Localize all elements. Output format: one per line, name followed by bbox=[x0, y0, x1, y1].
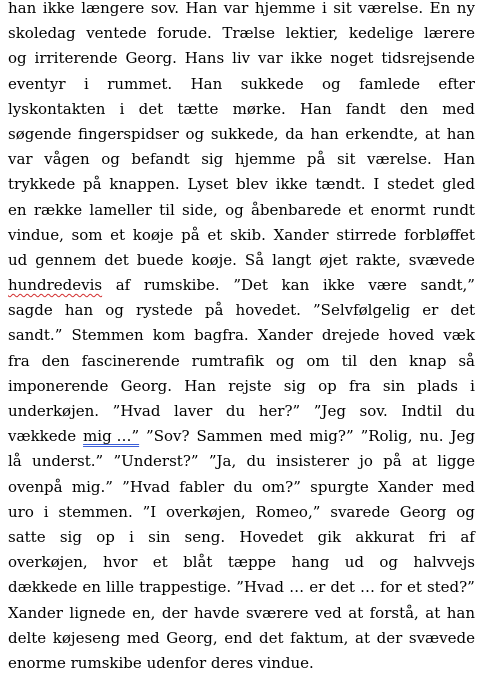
word: med bbox=[442, 99, 475, 118]
word: gennem bbox=[35, 250, 97, 269]
word: en bbox=[82, 578, 101, 597]
word: længere bbox=[81, 0, 145, 17]
word: værelse. bbox=[358, 0, 424, 17]
word: ud bbox=[344, 553, 364, 572]
text-line bbox=[8, 0, 475, 21]
word: drejede bbox=[321, 326, 380, 345]
text-line bbox=[8, 147, 475, 172]
word: fra bbox=[348, 376, 371, 395]
word: hang bbox=[291, 553, 330, 572]
word: den bbox=[399, 99, 428, 118]
word: ”Hvad bbox=[122, 477, 170, 496]
word: her?” bbox=[258, 402, 301, 420]
word: skib. bbox=[229, 225, 266, 244]
word: gled bbox=[442, 175, 475, 194]
word: og bbox=[275, 351, 295, 370]
word: være bbox=[368, 276, 407, 295]
word: den bbox=[41, 351, 70, 370]
word: køjeseng bbox=[52, 628, 121, 647]
word: sukkede, bbox=[210, 124, 279, 143]
word: du bbox=[455, 402, 475, 420]
word: han bbox=[446, 124, 475, 143]
word: du bbox=[225, 402, 246, 420]
word: halvvejs bbox=[413, 553, 475, 572]
word: rejste bbox=[228, 376, 272, 395]
word: lignede bbox=[69, 603, 126, 622]
word: var bbox=[258, 49, 283, 68]
word: og bbox=[456, 502, 475, 521]
word: lille bbox=[105, 578, 135, 597]
word: rumskibe. bbox=[143, 276, 220, 295]
word: blåt bbox=[183, 553, 213, 572]
word: et bbox=[348, 200, 364, 219]
word: trykkede bbox=[8, 175, 76, 194]
word: at bbox=[348, 603, 364, 622]
word: at bbox=[425, 124, 440, 143]
word: Hans bbox=[184, 49, 225, 68]
word: han bbox=[8, 0, 37, 17]
spelling-error-word: hundredevis bbox=[8, 276, 103, 295]
word: Han bbox=[190, 74, 223, 93]
word: om bbox=[306, 351, 330, 370]
text-line bbox=[8, 298, 475, 323]
word: hovedet. bbox=[235, 301, 301, 320]
word: en bbox=[8, 200, 27, 219]
word: forbløffet bbox=[404, 225, 475, 244]
word: fascinerende bbox=[81, 351, 180, 370]
body-paragraph[interactable] bbox=[8, 0, 475, 676]
word: tidsrejsende bbox=[381, 49, 475, 68]
word: af bbox=[115, 276, 131, 295]
word: gik bbox=[317, 527, 342, 546]
word: udenfor bbox=[146, 653, 207, 672]
word: Georg. bbox=[125, 49, 177, 68]
word: øjet bbox=[319, 250, 348, 269]
word: irriterende bbox=[34, 49, 118, 68]
grammar-flag-word: mig …” bbox=[83, 427, 140, 446]
word: jo bbox=[359, 452, 373, 471]
word: sig bbox=[201, 150, 224, 169]
word: En bbox=[429, 0, 451, 17]
word: imponerende bbox=[8, 376, 109, 395]
word: Så bbox=[244, 250, 265, 269]
text-line bbox=[8, 475, 475, 500]
word: og bbox=[322, 74, 341, 93]
word: Xander bbox=[273, 225, 329, 244]
word: sig bbox=[283, 376, 306, 395]
word: famlede bbox=[359, 74, 420, 93]
word: delte bbox=[8, 628, 47, 647]
text-line bbox=[8, 550, 475, 575]
text-line bbox=[8, 601, 475, 626]
word: hjemme bbox=[234, 150, 296, 169]
word: sit bbox=[333, 0, 352, 17]
word: svævede bbox=[408, 628, 475, 647]
word: stedet bbox=[387, 175, 435, 194]
word: det bbox=[330, 578, 355, 597]
word: og bbox=[185, 124, 205, 143]
word: søgende bbox=[8, 124, 72, 143]
text-line bbox=[8, 72, 475, 97]
word: side, bbox=[182, 200, 218, 219]
word: svarede bbox=[330, 502, 390, 521]
word: tætte bbox=[177, 99, 219, 118]
word: vækkede bbox=[8, 427, 77, 446]
word: række bbox=[33, 200, 83, 219]
word: Georg, bbox=[166, 628, 218, 647]
text-line bbox=[8, 273, 475, 298]
word: sandt,” bbox=[420, 276, 475, 295]
word: underkøjen. bbox=[8, 402, 100, 420]
word: der bbox=[376, 628, 403, 647]
word: Hovedet bbox=[239, 527, 304, 546]
word: ny bbox=[456, 0, 475, 17]
word: er bbox=[309, 578, 326, 597]
text-line bbox=[8, 248, 475, 273]
word: at bbox=[425, 603, 441, 622]
word: Han bbox=[184, 376, 216, 395]
word: Georg bbox=[399, 502, 447, 521]
word: ligge bbox=[437, 452, 475, 471]
word: forstå, bbox=[369, 603, 419, 622]
word: rundt bbox=[432, 200, 475, 219]
text-line bbox=[8, 651, 475, 676]
word: han bbox=[310, 124, 339, 143]
word: sov. bbox=[359, 402, 388, 420]
text-line bbox=[8, 374, 475, 399]
word: vågen bbox=[44, 150, 90, 169]
text-line bbox=[8, 97, 475, 122]
word: væk bbox=[443, 326, 475, 345]
word: Stemmen bbox=[71, 326, 144, 345]
word: ”Selvfølgelig bbox=[313, 301, 411, 320]
word: ”Ja, bbox=[208, 452, 237, 471]
word: ikke bbox=[290, 49, 323, 68]
text-line bbox=[8, 223, 475, 248]
text-line bbox=[8, 500, 475, 525]
word: skoledag bbox=[8, 24, 76, 43]
word: laver bbox=[174, 402, 213, 420]
word: og bbox=[101, 150, 120, 169]
word: overkøjen, bbox=[8, 553, 88, 572]
word: seng. bbox=[184, 527, 226, 546]
word: ud bbox=[8, 250, 28, 269]
word: faktum, bbox=[290, 628, 349, 647]
word: mig.” bbox=[71, 477, 113, 496]
word: på bbox=[181, 225, 200, 244]
word: er bbox=[422, 301, 439, 320]
word: liv bbox=[232, 49, 251, 68]
word: sin bbox=[148, 527, 171, 546]
word: sig bbox=[59, 527, 82, 546]
word: ovenpå bbox=[8, 477, 63, 496]
word: var bbox=[8, 150, 33, 169]
word: … bbox=[359, 578, 375, 597]
word: at bbox=[355, 628, 370, 647]
word: rummet. bbox=[107, 74, 173, 93]
word: enormt bbox=[370, 200, 426, 219]
word: sagde bbox=[8, 301, 53, 320]
word: sted?” bbox=[426, 578, 475, 597]
word: tæppe bbox=[227, 553, 277, 572]
word: akkurat bbox=[355, 527, 415, 546]
word: lameller bbox=[89, 200, 152, 219]
word: sov. bbox=[150, 0, 180, 17]
word: tændt. bbox=[315, 175, 366, 194]
word: i bbox=[321, 0, 327, 17]
word: var bbox=[223, 0, 249, 17]
word: du bbox=[233, 477, 253, 496]
word: Jeg bbox=[450, 427, 475, 446]
word: uro bbox=[8, 502, 34, 521]
word: en, bbox=[132, 603, 156, 622]
word: trappestige. bbox=[139, 578, 232, 597]
word: Xander bbox=[8, 603, 63, 622]
word: i bbox=[83, 74, 89, 93]
word: vindue. bbox=[257, 653, 314, 672]
word: vindue, bbox=[8, 225, 64, 244]
word: svævede bbox=[408, 250, 475, 269]
word: Romeo,” bbox=[255, 502, 321, 521]
word: det bbox=[259, 628, 284, 647]
word: lektier, bbox=[285, 24, 339, 43]
text-line bbox=[8, 449, 475, 474]
word: Lyset bbox=[187, 175, 229, 194]
text-line bbox=[8, 21, 475, 46]
word: og bbox=[8, 49, 27, 68]
word: for bbox=[380, 578, 402, 597]
word: rumskibe bbox=[70, 653, 142, 672]
word: i bbox=[129, 527, 134, 546]
word: så bbox=[458, 351, 475, 370]
word: havde bbox=[193, 603, 240, 622]
word: med bbox=[442, 477, 475, 496]
word: af bbox=[460, 527, 475, 546]
word: værelse. bbox=[367, 150, 432, 169]
word: stirrede bbox=[336, 225, 397, 244]
word: den bbox=[369, 351, 398, 370]
word: Xander bbox=[257, 326, 313, 345]
word: fra bbox=[8, 351, 30, 370]
word: ”Jeg bbox=[313, 402, 346, 420]
text-line bbox=[8, 172, 475, 197]
word: det bbox=[104, 250, 129, 269]
text-line bbox=[8, 424, 475, 449]
word: ”Sov? bbox=[146, 427, 190, 446]
word: Han bbox=[443, 150, 475, 169]
word: Han bbox=[299, 99, 332, 118]
word: til bbox=[159, 200, 175, 219]
word: dækkede bbox=[8, 578, 78, 597]
word: der bbox=[161, 603, 188, 622]
word: fandt bbox=[345, 99, 386, 118]
word: sværere bbox=[245, 603, 309, 622]
word: knappen. bbox=[109, 175, 180, 194]
word: lærere bbox=[423, 24, 475, 43]
word: kom bbox=[152, 326, 186, 345]
word: ikke bbox=[275, 175, 308, 194]
word: blev bbox=[236, 175, 268, 194]
text-line bbox=[8, 575, 475, 600]
word: et bbox=[152, 553, 168, 572]
word: ”Hvad bbox=[112, 402, 161, 420]
word: koøje bbox=[132, 225, 174, 244]
word: ”Det bbox=[233, 276, 268, 295]
word: med bbox=[269, 427, 303, 446]
word: i bbox=[43, 502, 49, 521]
word: eventyr bbox=[8, 74, 66, 93]
word: ”Rolig, bbox=[360, 427, 413, 446]
word: åbenbarede bbox=[250, 200, 342, 219]
word: fri bbox=[428, 527, 447, 546]
word: ved bbox=[314, 603, 342, 622]
word: rakte, bbox=[355, 250, 401, 269]
word: stemmen. bbox=[58, 502, 133, 521]
word: enorme bbox=[8, 653, 66, 672]
word: sandt.” bbox=[8, 326, 63, 345]
word: det bbox=[138, 99, 164, 118]
text-line bbox=[8, 399, 475, 424]
word: spurgte bbox=[310, 477, 369, 496]
word: hjemme bbox=[254, 0, 316, 17]
word: mig?” bbox=[309, 427, 354, 446]
word: forude. bbox=[157, 24, 212, 43]
word: hvor bbox=[103, 553, 138, 572]
word: og bbox=[225, 200, 244, 219]
word: på bbox=[383, 452, 402, 471]
word: lyskontakten bbox=[8, 99, 106, 118]
word: Trælse bbox=[222, 24, 276, 43]
word: nu. bbox=[419, 427, 444, 446]
word: befandt bbox=[131, 150, 190, 169]
text-line bbox=[8, 198, 475, 223]
word: hoved bbox=[388, 326, 435, 345]
word: på bbox=[83, 175, 102, 194]
word: I bbox=[373, 175, 380, 194]
word: lå bbox=[8, 452, 22, 471]
word: satte bbox=[8, 527, 46, 546]
word: og bbox=[105, 301, 124, 320]
word: det bbox=[450, 301, 475, 320]
word: et bbox=[207, 225, 223, 244]
word: noget bbox=[330, 49, 374, 68]
text-line bbox=[8, 349, 475, 374]
word: han bbox=[64, 301, 94, 320]
word: op bbox=[96, 527, 115, 546]
word: og bbox=[379, 553, 398, 572]
word: på bbox=[306, 150, 326, 169]
word: langt bbox=[272, 250, 312, 269]
word: i bbox=[470, 376, 475, 395]
word: som bbox=[71, 225, 103, 244]
word: at bbox=[412, 452, 427, 471]
word: han bbox=[446, 603, 475, 622]
text-line bbox=[8, 626, 475, 651]
word: op bbox=[318, 376, 337, 395]
word: kan bbox=[281, 276, 310, 295]
word: Georg. bbox=[120, 376, 173, 395]
word: erkendte, bbox=[345, 124, 419, 143]
word: da bbox=[285, 124, 304, 143]
word: til bbox=[341, 351, 358, 370]
word: kedelige bbox=[348, 24, 414, 43]
word: buede bbox=[136, 250, 184, 269]
word: Xander bbox=[378, 477, 433, 496]
word: Indtil bbox=[401, 402, 443, 420]
word: ikke bbox=[42, 0, 75, 17]
text-line bbox=[8, 46, 475, 71]
word: fabler bbox=[179, 477, 225, 496]
word: efter bbox=[438, 74, 475, 93]
word: rumtrafik bbox=[191, 351, 264, 370]
word: underst.” bbox=[32, 452, 104, 471]
word: med bbox=[126, 628, 160, 647]
word: plads bbox=[417, 376, 458, 395]
word: bagfra. bbox=[194, 326, 249, 345]
word: du bbox=[246, 452, 266, 471]
word: sit bbox=[336, 150, 356, 169]
word: om?” bbox=[261, 477, 301, 496]
word: sin bbox=[382, 376, 406, 395]
text-line bbox=[8, 323, 475, 348]
word: koøje. bbox=[191, 250, 237, 269]
word: ikke bbox=[322, 276, 355, 295]
word: overkøjen, bbox=[166, 502, 246, 521]
word: rystede bbox=[136, 301, 193, 320]
word: mørke. bbox=[232, 99, 286, 118]
word: ventede bbox=[86, 24, 147, 43]
word: ”Hvad bbox=[236, 578, 285, 597]
word: ”I bbox=[142, 502, 157, 521]
word: Han bbox=[185, 0, 218, 17]
text-line bbox=[8, 122, 475, 147]
word: Sammen bbox=[196, 427, 263, 446]
word: deres bbox=[210, 653, 254, 672]
word: ”Underst?” bbox=[113, 452, 199, 471]
word: fingerspidser bbox=[78, 124, 179, 143]
word: i bbox=[119, 99, 125, 118]
word: et bbox=[110, 225, 126, 244]
word: … bbox=[289, 578, 305, 597]
word: knap bbox=[409, 351, 447, 370]
word: et bbox=[406, 578, 422, 597]
text-line bbox=[8, 525, 475, 550]
word: insisterer bbox=[276, 452, 349, 471]
word: på bbox=[204, 301, 224, 320]
word: end bbox=[224, 628, 253, 647]
word: sukkede bbox=[240, 74, 304, 93]
